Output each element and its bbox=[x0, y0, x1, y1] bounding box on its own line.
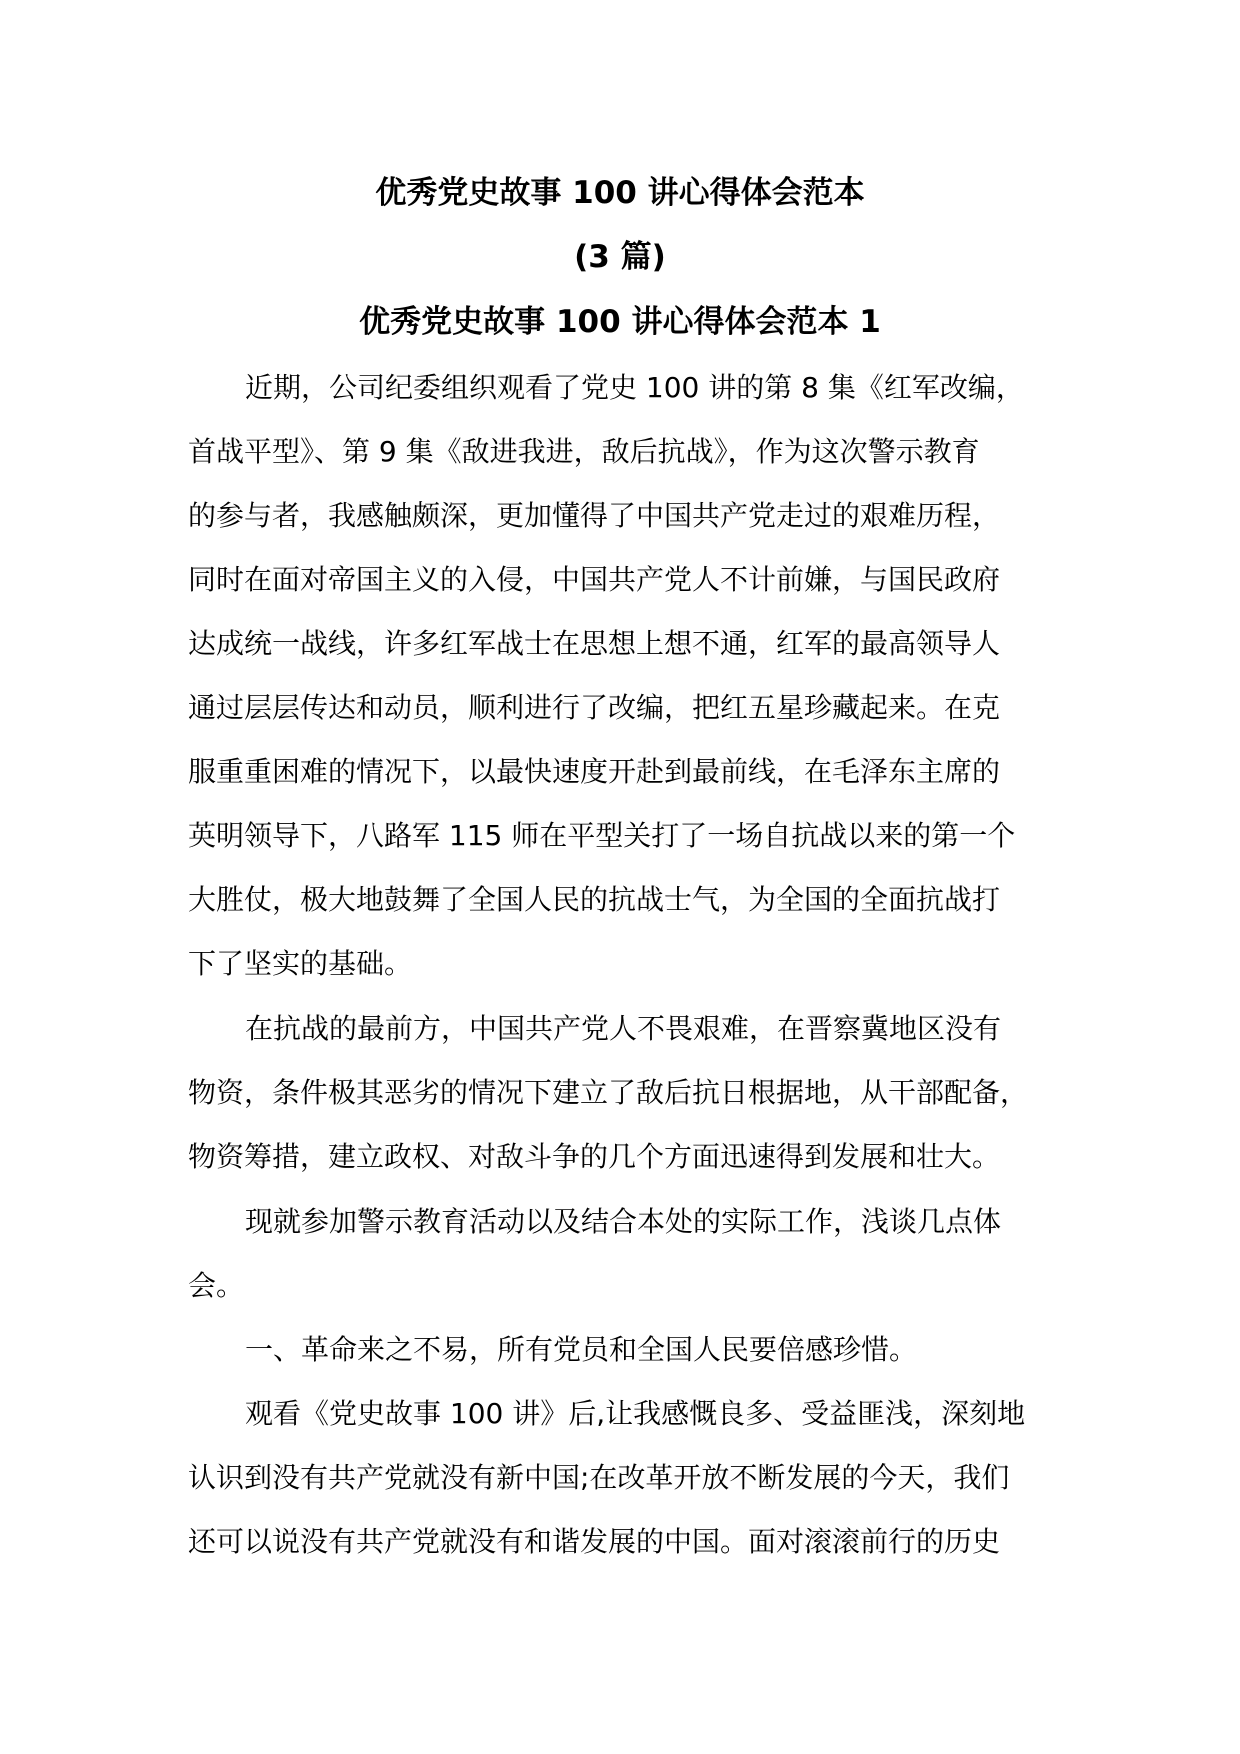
paragraph-line: 物资，条件极其恶劣的情况下建立了敌后抗日根据地，从干部配备， bbox=[188, 1076, 1029, 1109]
paragraph-line: 认识到没有共产党就没有新中国;在改革开放不断发展的今天，我们 bbox=[188, 1461, 1010, 1494]
paragraph-line: 大胜仗，极大地鼓舞了全国人民的抗战士气，为全国的全面抗战打 bbox=[188, 883, 1001, 916]
paragraph-line: 在抗战的最前方，中国共产党人不畏艰难，在晋察冀地区没有 bbox=[245, 1012, 1002, 1045]
document-subtitle: (3 篇) bbox=[574, 239, 666, 275]
paragraph-line: 同时在面对帝国主义的入侵，中国共产党人不计前嫌，与国民政府 bbox=[188, 563, 1001, 596]
paragraph-line: 通过层层传达和动员，顺利进行了改编，把红五星珍藏起来。在克 bbox=[188, 691, 1001, 724]
paragraph-line: 现就参加警示教育活动以及结合本处的实际工作，浅谈几点体 bbox=[245, 1205, 1002, 1238]
paragraph-line: 服重重困难的情况下，以最快速度开赴到最前线，在毛泽东主席的 bbox=[188, 755, 1001, 788]
paragraph-line: 观看《党史故事 100 讲》后,让我感慨良多、受益匪浅，深刻地 bbox=[245, 1397, 1026, 1430]
paragraph-line: 达成统一战线，许多红军战士在思想上想不通，红军的最高领导人 bbox=[188, 627, 1001, 660]
paragraph-line: 还可以说没有共产党就没有和谐发展的中国。面对滚滚前行的历史 bbox=[188, 1525, 1001, 1558]
paragraph-line: 物资筹措，建立政权、对敌斗争的几个方面迅速得到发展和壮大。 bbox=[188, 1140, 1001, 1173]
paragraph-line: 英明领导下，八路军 115 师在平型关打了一场自抗战以来的第一个 bbox=[188, 819, 1016, 852]
section-heading-line: 一、革命来之不易，所有党员和全国人民要倍感珍惜。 bbox=[245, 1333, 918, 1366]
document-title: 优秀党史故事 100 讲心得体会范本 bbox=[375, 175, 865, 211]
paragraph-line: 会。 bbox=[188, 1269, 245, 1302]
paragraph-line: 下了坚实的基础。 bbox=[188, 947, 413, 980]
paragraph-line: 的参与者，我感触颇深，更加懂得了中国共产党走过的艰难历程， bbox=[188, 499, 1001, 532]
paragraph-line: 首战平型》、第 9 集《敌进我进，敌后抗战》，作为这次警示教育 bbox=[188, 435, 980, 468]
section-title: 优秀党史故事 100 讲心得体会范本 1 bbox=[359, 304, 881, 340]
paragraph-line: 近期，公司纪委组织观看了党史 100 讲的第 8 集《红军改编， bbox=[245, 371, 1024, 404]
